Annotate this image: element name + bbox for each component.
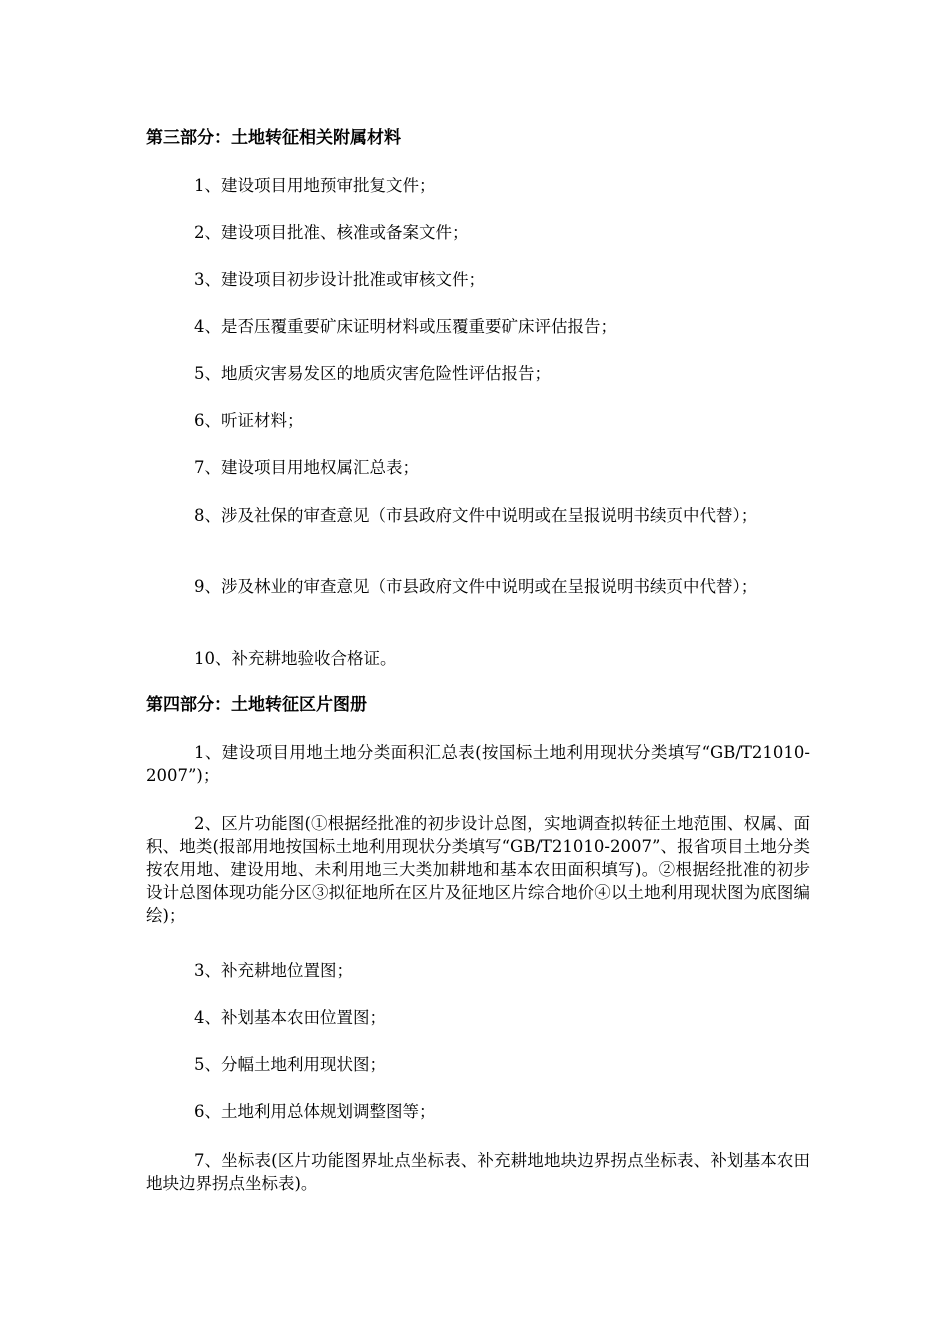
section-3-item-5: 5、地质灾害易发区的地质灾害危险性评估报告； bbox=[194, 364, 551, 383]
section-3-item-2: 2、建设项目批准、核准或备案文件； bbox=[194, 223, 469, 242]
section-3-item-8: 8、涉及社保的审查意见（市县政府文件中说明或在呈报说明书续页中代替）； bbox=[194, 506, 758, 525]
section-4-item-7: 7、坐标表(区片功能图界址点坐标表、补充耕地地块边界拐点坐标表、补划基本农田地块边界拐点坐标表)。 bbox=[146, 1151, 810, 1193]
section-4-item-1: 1、建设项目用地土地分类面积汇总表(按国标土地利用现状分类填写“GB/T21010-2007”)； bbox=[146, 743, 810, 785]
section-4-heading: 第四部分：土地转征区片图册 bbox=[146, 695, 367, 715]
section-4-item-4: 4、补划基本农田位置图； bbox=[194, 1008, 386, 1027]
section-4-item-6: 6、土地利用总体规划调整图等； bbox=[194, 1102, 436, 1121]
section-3-item-1: 1、建设项目用地预审批复文件； bbox=[194, 176, 436, 195]
section-4-item-2: 2、区片功能图(①根据经批准的初步设计总图，实地调查拟转征土地范围、权属、面积、地类(报部用地按国标土地利用现状分类填写“GB/T21010-2007”、报省项目土地分类按农用地、建设用地、未利用地三大类加耕地和基本农田面积填写)。②根据经批准的初步设计总图体现功能分区③拟征地所在区片及征地区片综合地价④以土地利用现状图为底图编绘)； bbox=[146, 814, 810, 925]
section-3-item-6: 6、听证材料； bbox=[194, 411, 304, 430]
section-4-item-3: 3、补充耕地位置图； bbox=[194, 961, 353, 980]
section-3-item-3: 3、建设项目初步设计批准或审核文件； bbox=[194, 270, 485, 289]
section-3-item-10: 10、补充耕地验收合格证。 bbox=[194, 649, 397, 668]
section-3-heading: 第三部分：土地转征相关附属材料 bbox=[146, 128, 401, 148]
section-3-item-4: 4、是否压覆重要矿床证明材料或压覆重要矿床评估报告； bbox=[194, 317, 617, 336]
section-3-item-7: 7、建设项目用地权属汇总表； bbox=[194, 458, 419, 477]
section-3-item-9: 9、涉及林业的审查意见（市县政府文件中说明或在呈报说明书续页中代替）； bbox=[194, 577, 758, 596]
section-4-item-5: 5、分幅土地利用现状图； bbox=[194, 1055, 386, 1074]
